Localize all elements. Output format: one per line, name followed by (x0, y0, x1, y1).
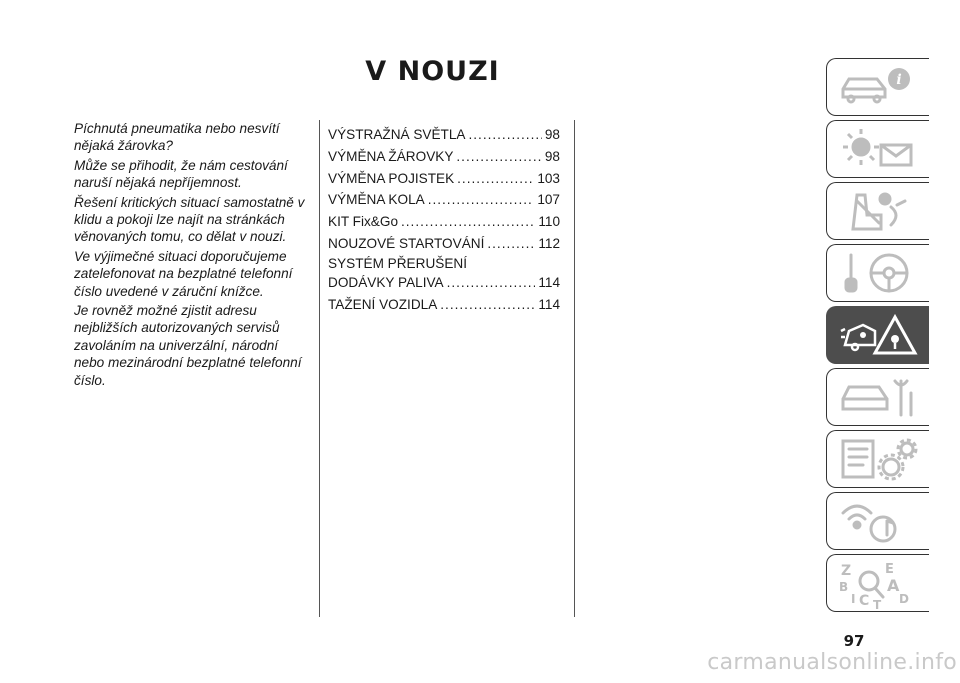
toc-entry-title: VÝMĚNA POJISTEK (328, 170, 455, 186)
toc-entry-page: 114 (538, 274, 560, 290)
light-message-icon (835, 125, 923, 173)
toc-entry[interactable] (328, 146, 560, 168)
toc-entry[interactable] (328, 255, 560, 294)
specs-gear-icon (835, 435, 923, 483)
toc-entry[interactable] (328, 211, 560, 233)
table-of-contents (328, 124, 560, 315)
tab-lights-messages[interactable] (826, 120, 929, 178)
toc-entry-page: 112 (538, 235, 560, 251)
index-letter: B (839, 580, 849, 594)
key-steering-wheel-icon (835, 249, 923, 297)
toc-leader-dots (447, 272, 536, 294)
toc-entry-title: DODÁVKY PALIVA (328, 274, 444, 290)
page-title: V NOUZI (365, 56, 500, 87)
tab-index[interactable] (826, 554, 929, 612)
toc-entry-page: 107 (537, 192, 560, 208)
index-letter: I (851, 592, 856, 606)
toc-entry[interactable] (328, 294, 560, 316)
toc-entry[interactable] (328, 189, 560, 211)
toc-entry-page: 103 (537, 170, 560, 186)
intro-paragraph: Řešení kritických situací samostatně v klidu a pokoji lze najít na stránkách věnovaných tomu, co dělat v nouzi. (74, 194, 305, 245)
column-divider (574, 120, 575, 617)
tab-multimedia[interactable] (826, 492, 929, 550)
car-info-icon (835, 63, 923, 111)
seat-airbag-icon (835, 187, 923, 235)
toc-entry-title-line1: SYSTÉM PŘERUŠENÍ (328, 255, 467, 271)
index-letter: D (899, 592, 909, 606)
toc-entry[interactable] (328, 233, 560, 255)
car-tools-icon (835, 373, 923, 421)
toc-entry-page: 98 (544, 127, 560, 142)
toc-entry-title: VÝMĚNA ŽÁROVKY (328, 148, 454, 164)
toc-entry-title: KIT Fix&Go (328, 214, 398, 230)
watermark: carmanualsonline.info (707, 650, 957, 675)
toc-leader-dots (456, 146, 541, 168)
index-letter: E (885, 562, 894, 577)
toc-entry-page: 114 (538, 296, 560, 312)
toc-entry-title: TAŽENÍ VOZIDLA (328, 296, 438, 312)
intro-paragraph: Může se přihodit, že nám cestování naruší nějaká nepříjemnost. (74, 157, 288, 191)
tab-safety[interactable] (826, 182, 929, 240)
column-divider (319, 120, 320, 617)
tab-starting-driving[interactable] (826, 244, 929, 302)
svg-text:i: i (896, 72, 902, 88)
index-letter: Z (841, 563, 852, 579)
tab-technical-data[interactable] (826, 430, 929, 488)
toc-entry-page: 110 (538, 214, 560, 230)
tab-emergency[interactable] (826, 306, 929, 364)
index-letter: T (873, 598, 882, 609)
intro-paragraph: Ve výjimečné situaci doporučujeme zatelefonovat na bezplatné telefonní číslo uvedené v záruční knížce. (74, 248, 293, 299)
tab-car-info[interactable] (826, 58, 929, 116)
toc-entry-title: VÝSTRAŽNÁ SVĚTLA (328, 127, 466, 142)
page-number: 97 (843, 632, 865, 650)
alphabetical-index-icon (835, 559, 923, 609)
index-letter: A (887, 576, 900, 595)
tab-maintenance[interactable] (826, 368, 929, 426)
toc-leader-dots (428, 189, 535, 211)
toc-leader-dots (440, 294, 535, 316)
index-letter: C (859, 593, 870, 609)
intro-text (74, 120, 306, 391)
toc-leader-dots (487, 233, 535, 255)
multimedia-music-icon (835, 497, 923, 545)
toc-entry-title: NOUZOVÉ STARTOVÁNÍ (328, 235, 485, 251)
car-breakdown-warning-icon (835, 311, 923, 359)
toc-entry[interactable] (328, 124, 560, 146)
toc-leader-dots (401, 211, 535, 233)
toc-entry-title: VÝMĚNA KOLA (328, 192, 425, 208)
intro-paragraph: Píchnutá pneumatika nebo nesvítí nějaká žárovka? (74, 121, 280, 154)
toc-entry[interactable] (328, 168, 560, 190)
toc-leader-dots (468, 124, 541, 146)
intro-paragraph: Je rovněž možné zjistit adresu nejbližších autorizovaných servisů zavoláním na univerzální, národní nebo mezinárodní bezplatné telefonní číslo. (74, 303, 302, 388)
toc-entry-page: 98 (544, 148, 560, 164)
toc-leader-dots (457, 168, 534, 190)
